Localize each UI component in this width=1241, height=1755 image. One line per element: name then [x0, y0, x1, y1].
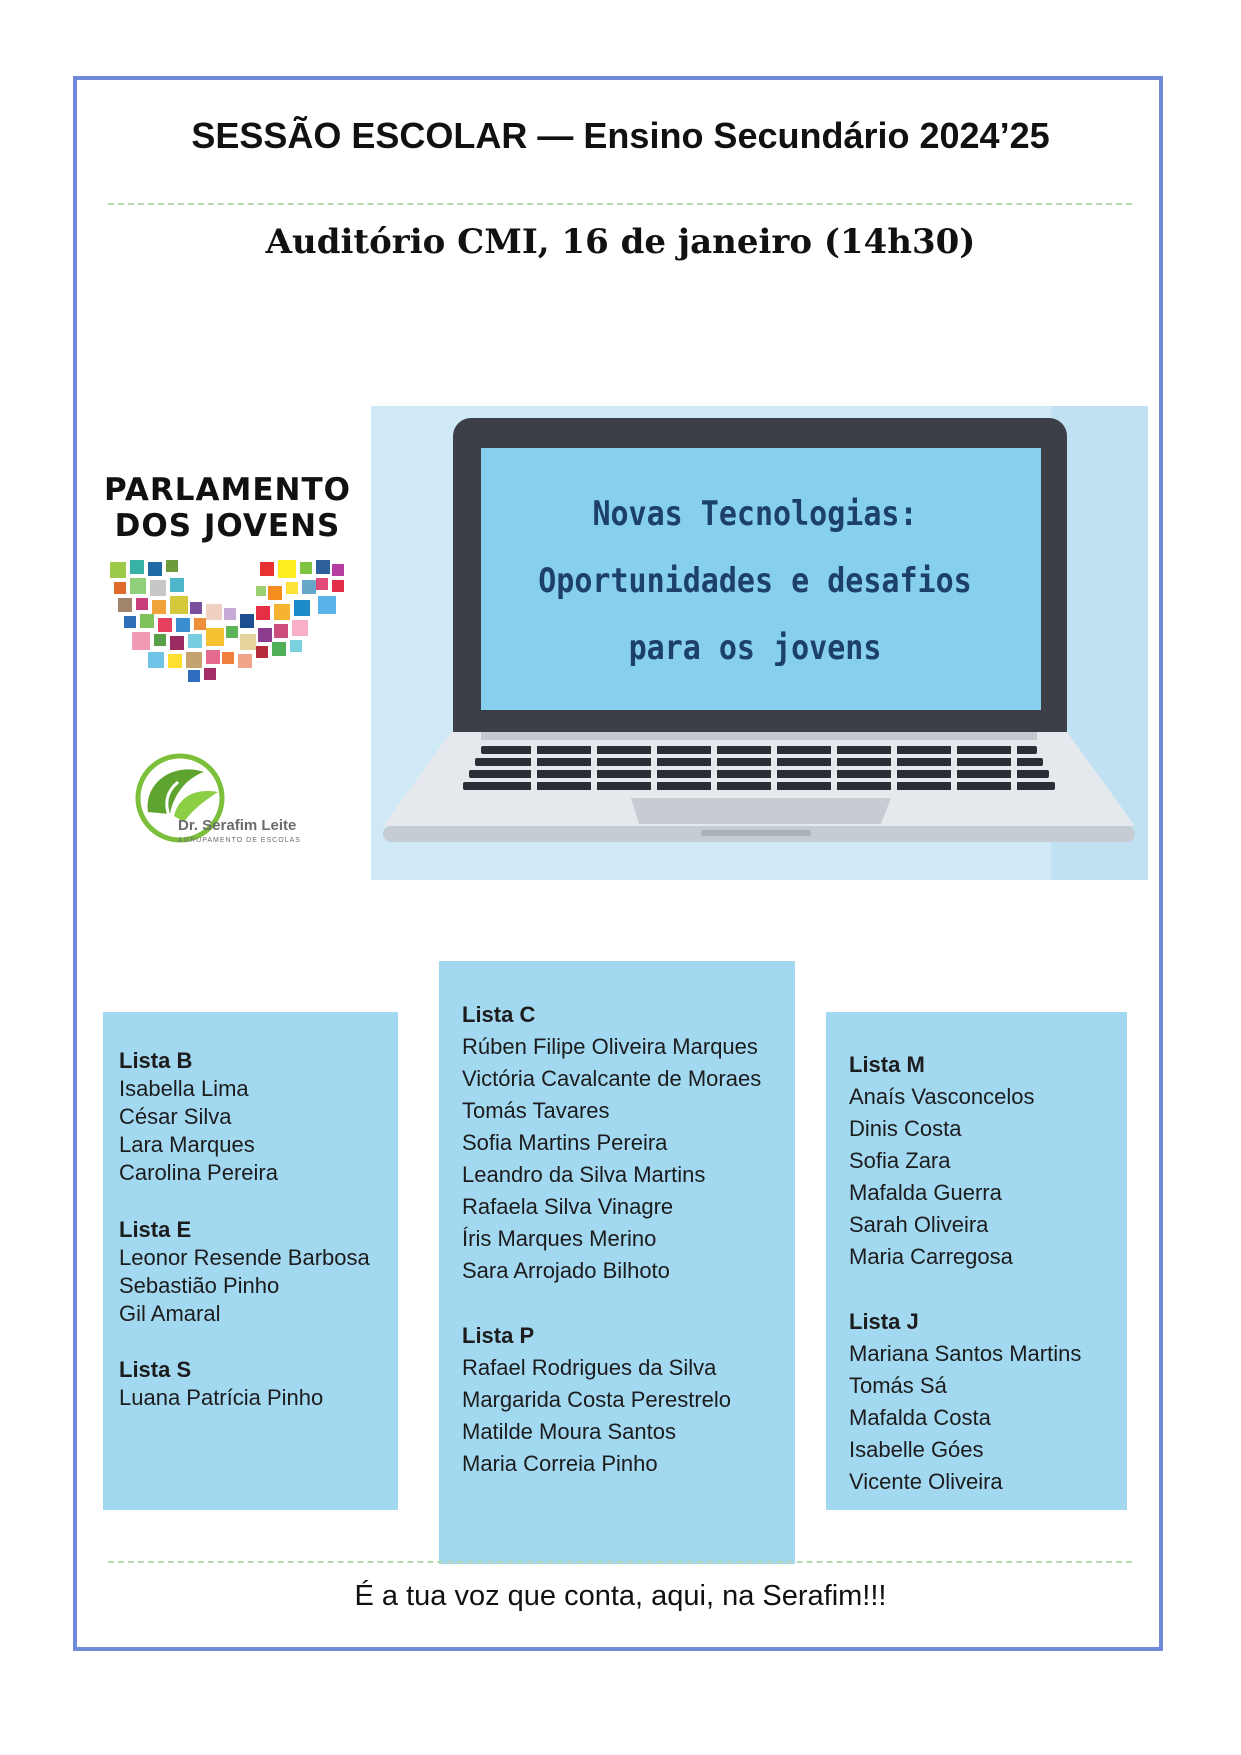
parlamento-heart-logo-icon — [106, 556, 346, 686]
svg-text:AGRUPAMENTO DE ESCOLAS: AGRUPAMENTO DE ESCOLAS — [178, 837, 301, 844]
list-m — [849, 1049, 1034, 1273]
page-title: SESSÃO ESCOLAR — Ensino Secundário 2024’25 — [191, 115, 1050, 156]
list-item: Dinis Costa — [849, 1116, 962, 1141]
list-b-title: Lista B — [119, 1048, 193, 1073]
list-item: Matilde Moura Santos — [462, 1419, 676, 1444]
school-leaf-logo-icon — [134, 752, 324, 848]
divider-top — [108, 203, 1132, 205]
list-p — [462, 1320, 731, 1480]
list-item: Sofia Martins Pereira — [462, 1130, 668, 1155]
parlamento-dos-jovens-logo-text: PARLAMENTO DOS JOVENS — [104, 472, 351, 544]
list-item: Anaís Vasconcelos — [849, 1084, 1035, 1109]
list-item: Carolina Pereira — [119, 1160, 278, 1185]
list-item: Leandro da Silva Martins — [462, 1162, 706, 1187]
banner-line-2: Oportunidades e desafios — [538, 561, 972, 602]
list-item: Margarida Costa Perestrelo — [462, 1387, 732, 1412]
list-item: Mariana Santos Martins — [849, 1341, 1082, 1366]
list-item: Sarah Oliveira — [849, 1212, 989, 1237]
list-item: Leonor Resende Barbosa — [119, 1245, 370, 1270]
list-item: Sebastião Pinho — [119, 1273, 280, 1298]
list-item: Tomás Sá — [849, 1373, 947, 1398]
event-location-date: Auditório CMI, 16 de janeiro (14h30) — [265, 222, 976, 262]
list-s — [119, 1356, 323, 1412]
list-item: Maria Carregosa — [849, 1244, 1013, 1269]
banner-line-3: para os jovens — [628, 628, 882, 669]
list-b — [119, 1047, 278, 1187]
list-item: César Silva — [119, 1104, 232, 1129]
list-item: Rafaela Silva Vinagre — [462, 1194, 674, 1219]
list-e-title: Lista E — [119, 1217, 192, 1242]
footer-slogan: É a tua voz que conta, aqui, na Serafim!!! — [354, 1580, 887, 1612]
list-item: Sofia Zara — [849, 1148, 951, 1173]
list-m-title: Lista M — [849, 1052, 925, 1077]
list-p-title: Lista P — [462, 1323, 535, 1348]
list-item: Rafael Rodrigues da Silva — [462, 1355, 717, 1380]
list-item: Vicente Oliveira — [849, 1469, 1003, 1494]
divider-bottom — [108, 1561, 1132, 1563]
list-item: Rúben Filipe Oliveira Marques — [462, 1034, 758, 1059]
list-c-title: Lista C — [462, 1002, 536, 1027]
list-item: Luana Patrícia Pinho — [119, 1385, 324, 1410]
list-s-title: Lista S — [119, 1357, 192, 1382]
list-item: Isabella Lima — [119, 1076, 249, 1101]
list-item: Lara Marques — [119, 1132, 255, 1157]
list-item: Gil Amaral — [119, 1301, 221, 1326]
list-item: Victória Cavalcante de Moraes — [462, 1066, 762, 1091]
list-item: Mafalda Costa — [849, 1405, 991, 1430]
list-item: Maria Correia Pinho — [462, 1451, 658, 1476]
list-item: Íris Marques Merino — [462, 1226, 657, 1251]
list-item: Isabelle Góes — [849, 1437, 984, 1462]
list-c — [462, 999, 761, 1287]
list-item: Tomás Tavares — [462, 1098, 610, 1123]
list-e — [119, 1216, 370, 1328]
list-item: Mafalda Guerra — [849, 1180, 1002, 1205]
list-item: Sara Arrojado Bilhoto — [462, 1258, 670, 1283]
svg-text:Dr. Serafim Leite: Dr. Serafim Leite — [178, 817, 297, 834]
list-j — [849, 1306, 1081, 1498]
banner-line-1: Novas Tecnologias: — [592, 494, 918, 535]
list-j-title: Lista J — [849, 1309, 919, 1334]
